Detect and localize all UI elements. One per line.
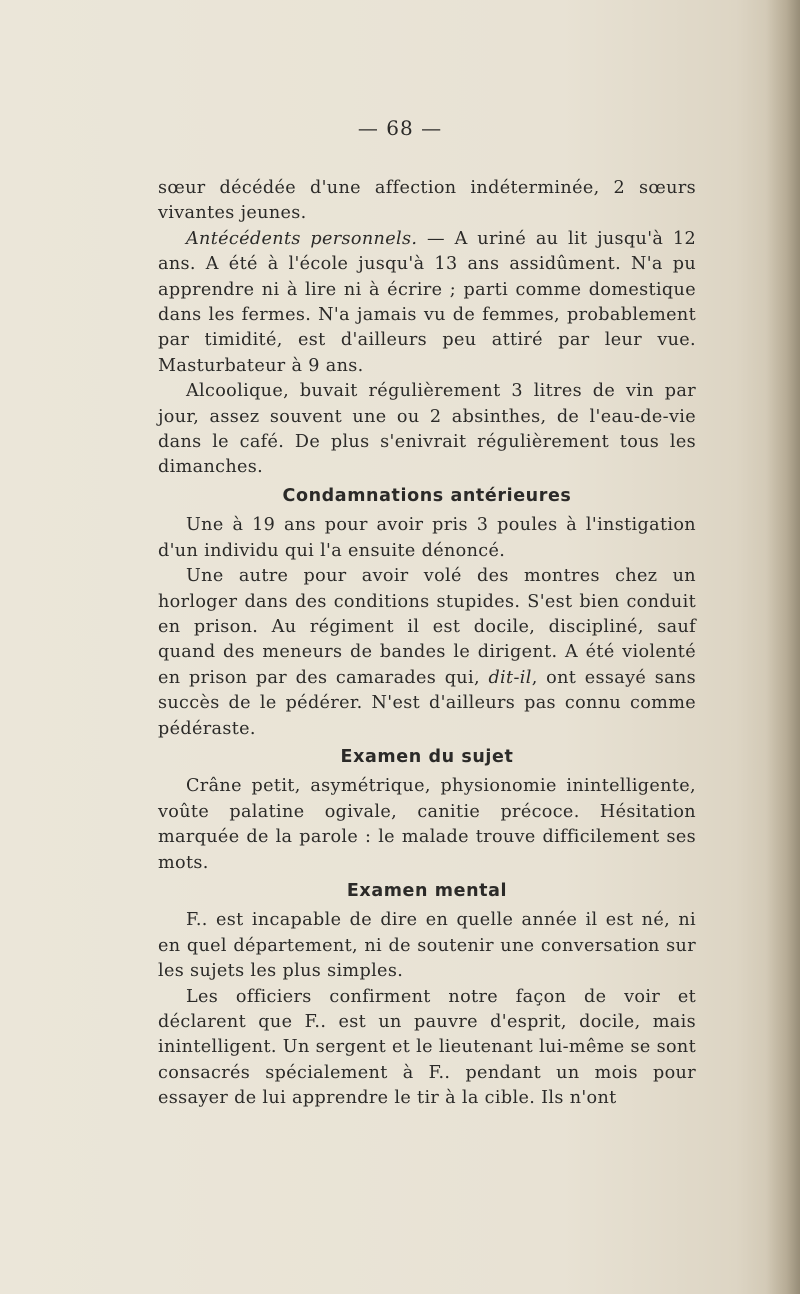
paragraph-2	[158, 227, 696, 379]
paragraph-5	[158, 564, 696, 742]
heading-examen-mental: Examen mental	[346, 880, 508, 901]
paragraph-7: F.. est incapable de dire en quelle année il est né, ni en quel département, ni de soutenir une conversation sur les sujets les plus simples.	[158, 910, 696, 982]
paragraph-8: Les officiers confirment notre façon de voir et déclarent que F.. est un pauvre d'esprit, docile, mais inintelligent. Un sergent et le lieutenant lui-même se sont consacrés spécialement à F.. pendant un mois pour essayer de lui apprendre le tir à la cible. Ils n'ont	[158, 986, 696, 1109]
paragraph-6: Crâne petit, asymétrique, physionomie inintelligente, voûte palatine ogivale, canitie précoce. Hésitation marquée de la parole : le malade trouve difficilement ses mots.	[158, 776, 696, 873]
body-text	[158, 176, 696, 1112]
paragraph-5-text-b: , ont essayé sans succès de le pédérer. N'est d'ailleurs pas connu comme pédéraste.	[158, 667, 696, 739]
page-number: — 68 —	[357, 116, 443, 140]
page-edge-shadow	[766, 0, 800, 1294]
paragraph-4: Une à 19 ans pour avoir pris 3 poules à l'instigation d'un individu qui l'a ensuite dénoncé.	[158, 515, 696, 561]
paragraph-5-text-a: Une autre pour avoir volé des montres chez un horloger dans des conditions stupides. S'est bien conduit en prison. Au régiment il est docile, discipliné, sauf quand des meneurs de bandes le dirigent. A été violenté en prison par des camarades qui,	[158, 566, 696, 688]
heading-condamnations: Condamnations antérieures	[282, 485, 572, 506]
heading-examen-sujet: Examen du sujet	[340, 746, 514, 767]
section-lead-antecedents: Antécédents personnels.	[186, 228, 418, 249]
paragraph-2-text: — A uriné au lit jusqu'à 12 ans. A été à l'école jusqu'à 13 ans assidûment. N'a pu apprendre ni à lire ni à écrire ; parti comme domestique dans les fermes. N'a jamais vu de femmes, probablement par timidité, est d'ailleurs peu attiré par leur vue. Masturbateur à 9 ans.	[158, 228, 697, 376]
paragraph-3: Alcoolique, buvait régulièrement 3 litres de vin par jour, assez souvent une ou 2 absinthes, de l'eau-de-vie dans le café. De plus s'enivrait régulièrement tous les dimanches.	[158, 381, 696, 478]
paragraph-1: sœur décédée d'une affection indéterminée, 2 sœurs vivantes jeunes.	[158, 178, 696, 224]
paragraph-5-italic: dit-il	[488, 667, 532, 688]
